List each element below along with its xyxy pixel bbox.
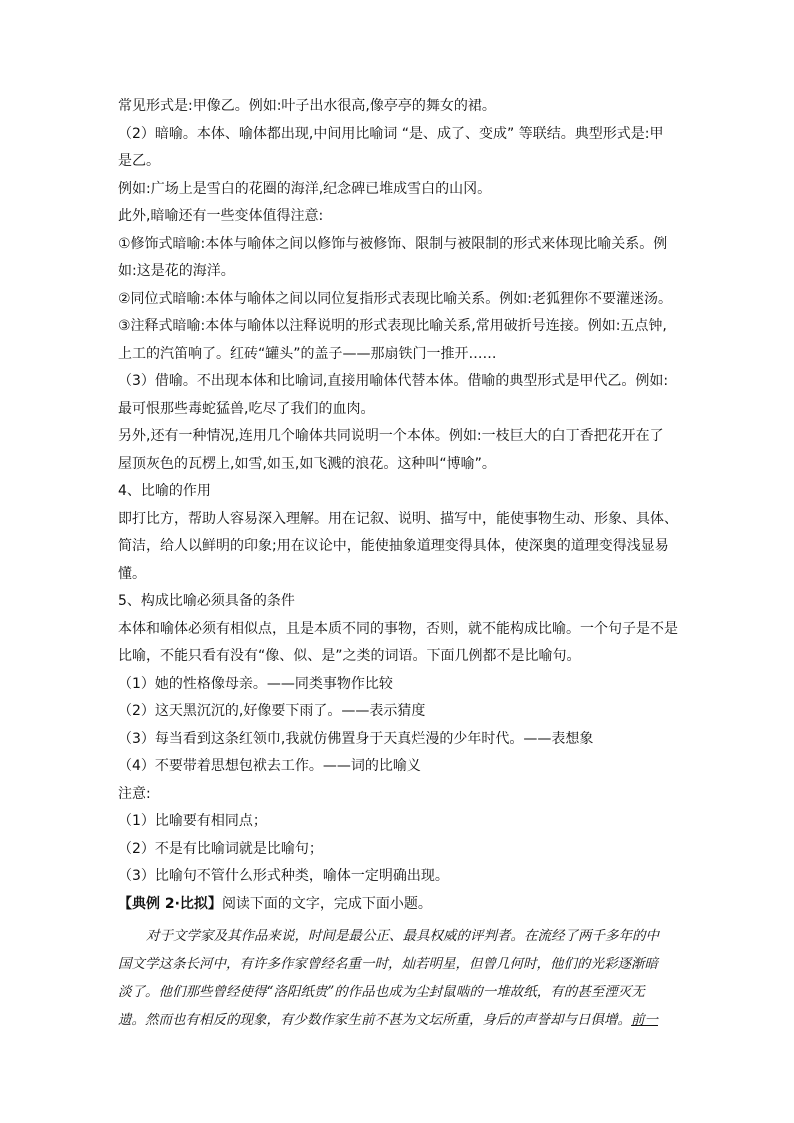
text-line: （2）这天黑沉沉的,好像要下雨了。——表示猜度 — [118, 703, 426, 719]
text-line: 上工的汽笛响了。红砖“罐头”的盖子——那扇铁门一推开…… — [118, 345, 497, 362]
text-line: （3）比喻句不管什么形式种类，喻体一定明确出现。 — [118, 868, 449, 884]
text-line: ②同位式暗喻:本体与喻体之间以同位复指形式表现比喻关系。例如:老狐狸你不要灌迷汤。 — [118, 290, 672, 307]
text-line: 另外,还有一种情况,连用几个喻体共同说明一个本体。例如:一枝巨大的白丁香把花开在了 — [118, 428, 664, 444]
text-line: （3）每当看到这条红领巾,我就仿佛置身于天真烂漫的少年时代。——表想象 — [118, 730, 594, 747]
reading-excerpt — [118, 922, 678, 1034]
note-heading: 注意: — [118, 785, 151, 802]
excerpt-line: 淡了。他们那些曾经使得“洛阳纸贵”的作品也成为尘封鼠啮的一堆故纸，有的甚至湮灭无 — [118, 984, 645, 1000]
text-line: （2）暗喻。本体、喻体都出现,中间用比喻词 “是、成了、变成” 等联结。典型形式是:甲 — [118, 125, 664, 142]
example-instruction: 阅读下面的文字，完成下面小题。 — [221, 895, 432, 912]
text-line: 懂。 — [118, 565, 146, 582]
underlined-phrase: 前一 — [631, 1012, 658, 1028]
text-line: （4）不要带着思想包袱去工作。——词的比喻义 — [118, 758, 421, 774]
text-line: 即打比方，帮助人容易深入理解。用在记叙、说明、描写中，能使事物生动、形象、具体、 — [118, 510, 678, 527]
text-line: ①修饰式暗喻:本体与喻体之间以修饰与被修饰、限制与被限制的形式来体现比喻关系。例 — [118, 235, 668, 252]
text-line: （3）借喻。不出现本体和比喻词,直接用喻体代替本体。借喻的典型形式是甲代乙。例如: — [118, 373, 669, 389]
text-line: ③注释式暗喻:本体与喻体以注释说明的形式表现比喻关系,常用破折号连接。例如:五点钟, — [118, 318, 667, 334]
document-body — [118, 93, 678, 1034]
text-line: 如:这是花的海洋。 — [118, 263, 235, 279]
text-line: （1）她的性格像母亲。——同类事物作比较 — [118, 675, 393, 692]
text-line: 简洁，给人以鲜明的印象;用在议论中，能使抽象道理变得具体，使深奥的道理变得浅显易 — [118, 538, 669, 554]
text-line: 常见形式是:甲像乙。例如:叶子出水很高,像亭亭的舞女的裙。 — [118, 98, 496, 114]
text-line: （2）不是有比喻词就是比喻句； — [118, 840, 323, 857]
section-heading: 5、构成比喻必须具备的条件 — [118, 593, 295, 609]
text-line: 屋顶灰色的瓦楞上,如雪,如玉,如飞溅的浪花。这种叫“博喻”。 — [118, 455, 496, 472]
example-heading — [118, 891, 678, 919]
text-line: 比喻，不能只看有没有“像、似、是”之类的词语。下面几例都不是比喻句。 — [118, 648, 581, 664]
section-heading: 4、比喻的作用 — [118, 483, 211, 499]
example-label: 【典例 2·比拟】 — [118, 895, 222, 912]
excerpt-line: 遗。然而也有相反的现象，有少数作家生前不甚为文坛所重，身后的声誉却与日俱增。前一 — [118, 1012, 658, 1028]
text-line: 此外,暗喻还有一些变体值得注意: — [118, 208, 324, 224]
text-line: 例如:广场上是雪白的花圈的海洋,纪念碑已堆成雪白的山冈。 — [118, 180, 492, 197]
text-line: 是乙。 — [118, 153, 160, 169]
text-line: 最可恨那些毒蛇猛兽,吃尽了我们的血肉。 — [118, 400, 375, 417]
text-line: 本体和喻体必须有相似点，且是本质不同的事物，否则，就不能构成比喻。一个句子是不是 — [118, 620, 678, 637]
text-line: （1）比喻要有相同点； — [118, 813, 267, 829]
excerpt-line: 国文学这条长河中，有许多作家曾经名重一时，灿若明星，但曾几何时，他们的光彩逐渐暗 — [118, 956, 658, 972]
excerpt-line: 对于文学家及其作品来说，时间是最公正、最具权威的评判者。在流经了两千多年的中 — [146, 928, 659, 944]
